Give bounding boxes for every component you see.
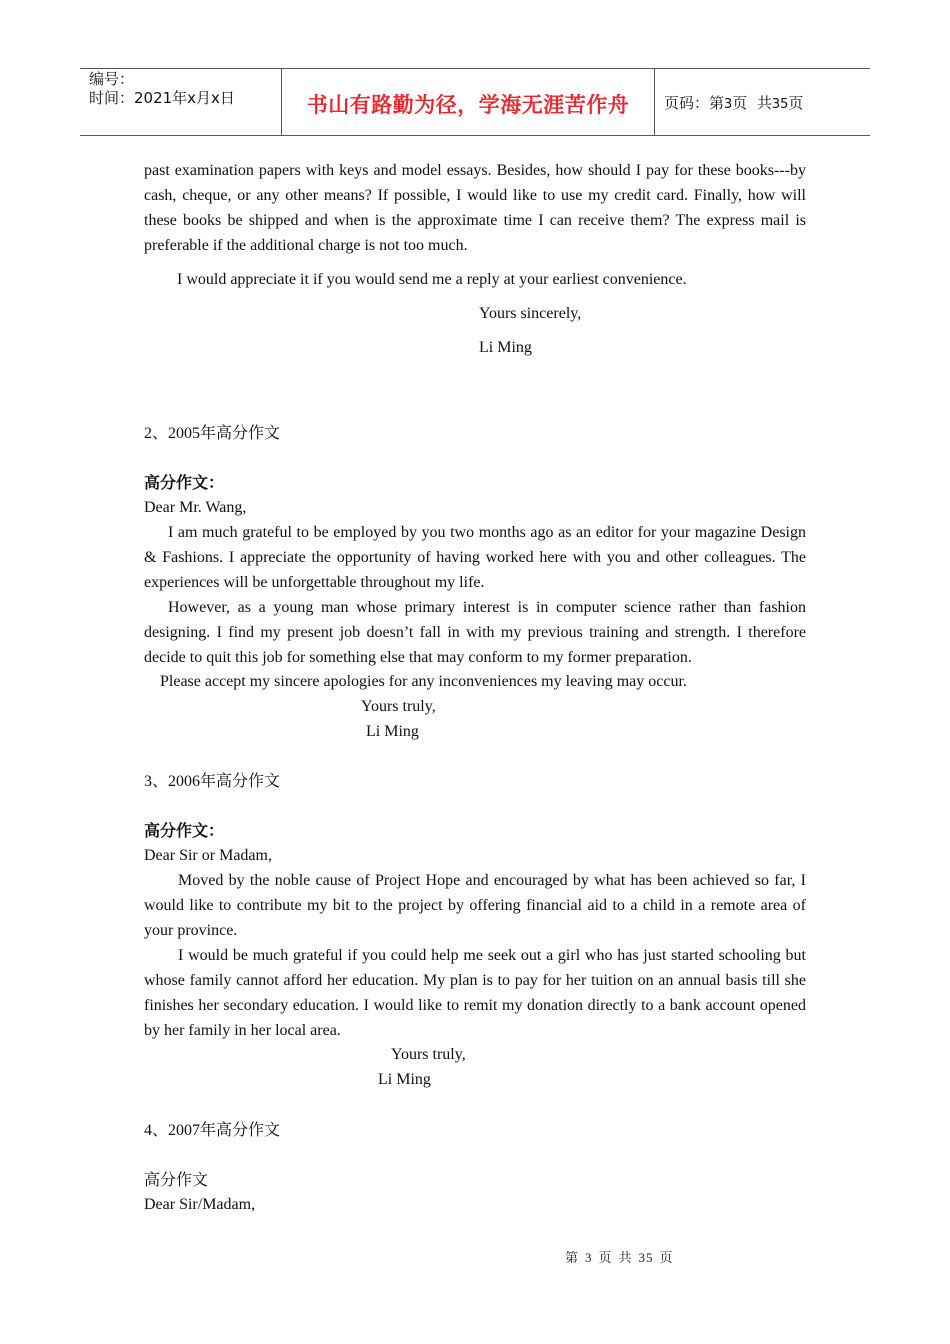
section2-paragraph-3: Please accept my sincere apologies for any inconveniences my leaving may occur.: [160, 673, 687, 690]
footer-total: 35: [638, 1250, 654, 1265]
header-page-prefix: 页码：第: [664, 94, 725, 112]
section3-paragraph-2: I would be much grateful if you could help me seek out a girl who has just started schooling but whose family cannot afford her education. My plan is to pay for her tuition on an annual basis till she finishes her secondary education. I would like to remit my donation directly to a bank account opened by her family in her local area.: [144, 947, 806, 1039]
section3-salutation: Dear Sir or Madam,: [144, 847, 272, 864]
section2-paragraph-1: I am much grateful to be employed by you two months ago as an editor for your magazine Design & Fashions. I appreciate the opportunity of having worked here with you and other colleagues. The experiences will be unforgettable throughout my life.: [144, 524, 806, 591]
section1-paragraph-1: past examination papers with keys and model essays. Besides, how should I pay for these books---by cash, cheque, or any other means? If possible, I would like to use my credit card. Finally, how will these books be shipped and when is the approximate time I can receive them? The express mail is preferable if the additional charge is not too much.: [144, 162, 806, 254]
section2-body: [144, 520, 806, 670]
header-page-current: 3: [724, 97, 733, 112]
header-time-label: 时间：2021年x月x日: [89, 89, 235, 107]
section3-label: 高分作文：: [144, 823, 225, 840]
header-page-total: 35: [771, 97, 789, 112]
header-page-mid: 页 共: [732, 94, 772, 112]
header-page-info: [664, 92, 803, 113]
section2-salutation: Dear Mr. Wang,: [144, 499, 247, 516]
section3-heading: 3、2006年高分作文: [144, 773, 281, 790]
section4-salutation: Dear Sir/Madam,: [144, 1196, 256, 1213]
section1-body: [144, 158, 806, 258]
header-top-border: [80, 68, 870, 69]
section2-closing: Yours truly,: [361, 698, 436, 715]
section1-signature: Li Ming: [479, 339, 532, 356]
page-footer: [565, 1247, 680, 1266]
header-motto: 书山有路勤为径，学海无涯苦作舟: [306, 93, 630, 117]
footer-ye2: 页: [659, 1250, 674, 1265]
section2-signature: Li Ming: [366, 723, 419, 740]
section3-body: [144, 868, 806, 1043]
section3-paragraph-1: Moved by the noble cause of Project Hope and encouraged by what has been achieved so far, I would like to contribute my bit to the project by offering financial aid to a child in a remote area of your province.: [144, 872, 806, 939]
section2-label: 高分作文：: [144, 475, 225, 492]
header-number-label: 编号：: [89, 70, 135, 88]
section1-closing: Yours sincerely,: [479, 305, 582, 322]
footer-gong: 共: [618, 1250, 633, 1265]
section3-closing: Yours truly,: [391, 1046, 466, 1063]
footer-current: 3: [585, 1250, 593, 1265]
section2-heading: 2、2005年高分作文: [144, 425, 281, 442]
header-meta: [89, 70, 235, 108]
header-divider-right: [654, 68, 655, 136]
section2-paragraph-2: However, as a young man whose primary interest is in computer science rather than fashion designing. I find my present job doesn’t fall in with my previous training and strength. I therefore decide to quit this job for something else that may conform to my former preparation.: [144, 599, 806, 666]
footer-ye: 页: [598, 1250, 613, 1265]
footer-di: 第: [565, 1250, 580, 1265]
header-page-suffix: 页: [788, 94, 804, 112]
header-bottom-border: [80, 135, 870, 136]
section4-heading: 4、2007年高分作文: [144, 1122, 281, 1139]
section4-label: 高分作文: [144, 1172, 209, 1189]
section1-paragraph-2: I would appreciate it if you would send me a reply at your earliest convenience.: [177, 271, 687, 288]
section3-signature: Li Ming: [378, 1071, 431, 1088]
